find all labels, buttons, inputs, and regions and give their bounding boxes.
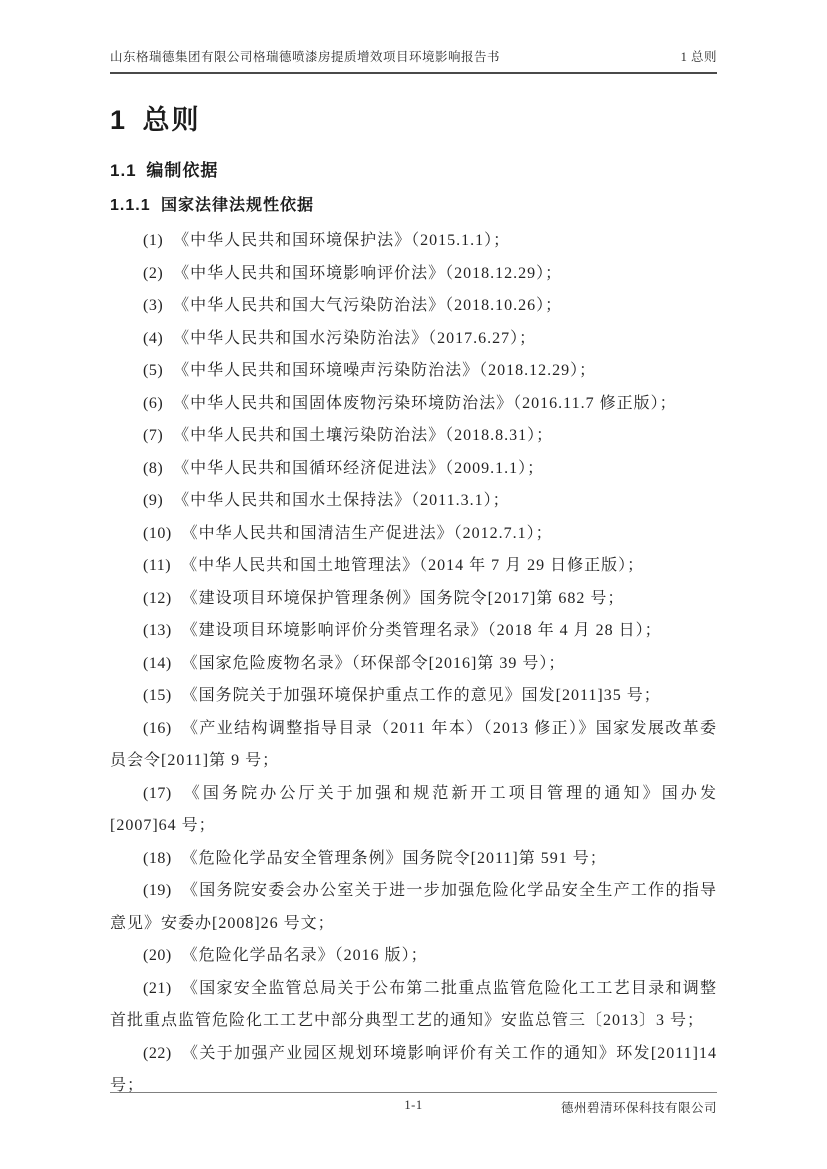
list-item: [110, 973, 717, 1038]
section-heading: 1.1 编制依据: [110, 161, 219, 180]
list-item-text: 《国务院安委会办公室关于进一步加强危险化学品安全生产工作的指导意见》安委办[2008]26 号文；: [110, 882, 717, 932]
list-item-number: (7): [143, 427, 164, 444]
list-item: [110, 518, 717, 551]
list-item: [110, 648, 717, 681]
list-item-text: 《产业结构调整指导目录（2011 年本）（2013 修正）》国家发展改革委员会令[2011]第 9 号；: [110, 719, 717, 769]
list-item-text: 《中华人民共和国循环经济促进法》（2009.1.1）；: [173, 459, 545, 477]
list-item-number: (19): [143, 882, 172, 899]
list-item-text: 《中华人民共和国水土保持法》（2011.3.1）；: [173, 492, 510, 509]
list-item: [110, 323, 717, 356]
list-item-number: (15): [143, 687, 172, 704]
list-item: [110, 713, 717, 778]
list-item-number: (9): [143, 492, 164, 509]
list-item-number: (2): [143, 264, 164, 282]
page-content: [110, 0, 717, 1103]
list-item-text: 《国务院办公厅关于加强和规范新开工项目管理的通知》国办发[2007]64 号；: [110, 784, 717, 834]
list-item-text: 《中华人民共和国土地管理法》（2014 年 7 月 29 日修正版）；: [181, 557, 645, 574]
list-item: [110, 843, 717, 876]
list-item-number: (13): [143, 622, 172, 639]
footer-company-name: 德州碧清环保科技有限公司: [560, 1101, 717, 1115]
list-item-number: (12): [143, 589, 172, 607]
list-item-number: (11): [143, 557, 172, 574]
list-item: [110, 225, 717, 258]
list-item: [110, 388, 717, 421]
list-item: [110, 680, 717, 713]
list-item-number: (10): [143, 524, 172, 542]
list-item-text: 《中华人民共和国清洁生产促进法》（2012.7.1）；: [181, 524, 553, 542]
list-item-number: (6): [143, 394, 164, 412]
list-item-text: 《国家安全监管总局关于公布第二批重点监管危险化工工艺目录和调整首批重点监管危险化工工艺中部分典型工艺的通知》安监总管三〔2013〕3 号；: [110, 979, 717, 1029]
list-item: [110, 355, 717, 388]
page-header: [110, 50, 717, 74]
list-item-text: 《国家危险废物名录》（环保部令[2016]第 39 号）；: [181, 654, 566, 672]
list-item-text: 《中华人民共和国环境影响评价法》（2018.12.29）；: [173, 264, 563, 282]
list-item-text: 《危险化学品安全管理条例》国务院令[2011]第 591 号；: [181, 849, 607, 867]
list-item: [110, 778, 717, 843]
header-chapter-label: 1 总则: [680, 50, 717, 64]
list-item-text: 《危险化学品名录》（2016 版）；: [181, 947, 428, 964]
header-doc-title: 山东格瑞德集团有限公司格瑞德喷漆房提质增效项目环境影响报告书: [110, 50, 501, 64]
list-item-number: (17): [143, 784, 172, 802]
list-item: [110, 615, 717, 648]
list-item-number: (1): [143, 232, 164, 249]
list-item: [110, 550, 717, 583]
list-item-text: 《中华人民共和国环境保护法》（2015.1.1）；: [173, 232, 511, 249]
list-item-number: (16): [143, 719, 172, 737]
chapter-title: 1 总则: [110, 105, 201, 135]
list-item: [110, 258, 717, 291]
list-item-text: 《关于加强产业园区规划环境影响评价有关工作的通知》环发[2011]14 号；: [110, 1044, 717, 1094]
list-item-number: (5): [143, 362, 164, 379]
list-item-text: 《建设项目环境影响评价分类管理名录》（2018 年 4 月 28 日）；: [181, 622, 662, 639]
list-item: [110, 485, 717, 518]
list-item: [110, 583, 717, 616]
legal-basis-list: [110, 225, 717, 1103]
list-item-number: (21): [143, 979, 172, 997]
list-item-text: 《中华人民共和国土壤污染防治法》（2018.8.31）；: [173, 427, 554, 444]
list-item-number: (3): [143, 297, 164, 314]
page-footer: [110, 1092, 717, 1119]
list-item-text: 《中华人民共和国固体废物污染环境防治法》（2016.11.7 修正版）；: [173, 394, 677, 412]
list-item: [110, 420, 717, 453]
list-item: [110, 875, 717, 940]
list-item-number: (22): [143, 1044, 172, 1062]
list-item-text: 《中华人民共和国大气污染防治法》（2018.10.26）；: [173, 297, 563, 314]
list-item: [110, 290, 717, 323]
list-item-number: (8): [143, 459, 164, 477]
subsection-heading: 1.1.1 国家法律法规性依据: [110, 197, 315, 214]
list-item-number: (14): [143, 654, 172, 672]
list-item-number: (4): [143, 329, 164, 347]
page-number: 1-1: [404, 1098, 423, 1112]
list-item-text: 《中华人民共和国水污染防治法》（2017.6.27）；: [173, 329, 537, 347]
list-item-text: 《中华人民共和国环境噪声污染防治法》（2018.12.29）；: [173, 362, 597, 379]
list-item-text: 《国务院关于加强环境保护重点工作的意见》国发[2011]35 号；: [181, 687, 661, 704]
list-item: [110, 453, 717, 486]
list-item-number: (18): [143, 849, 172, 867]
list-item: [110, 940, 717, 973]
list-item-text: 《建设项目环境保护管理条例》国务院令[2017]第 682 号；: [181, 589, 625, 607]
list-item-number: (20): [143, 947, 172, 964]
